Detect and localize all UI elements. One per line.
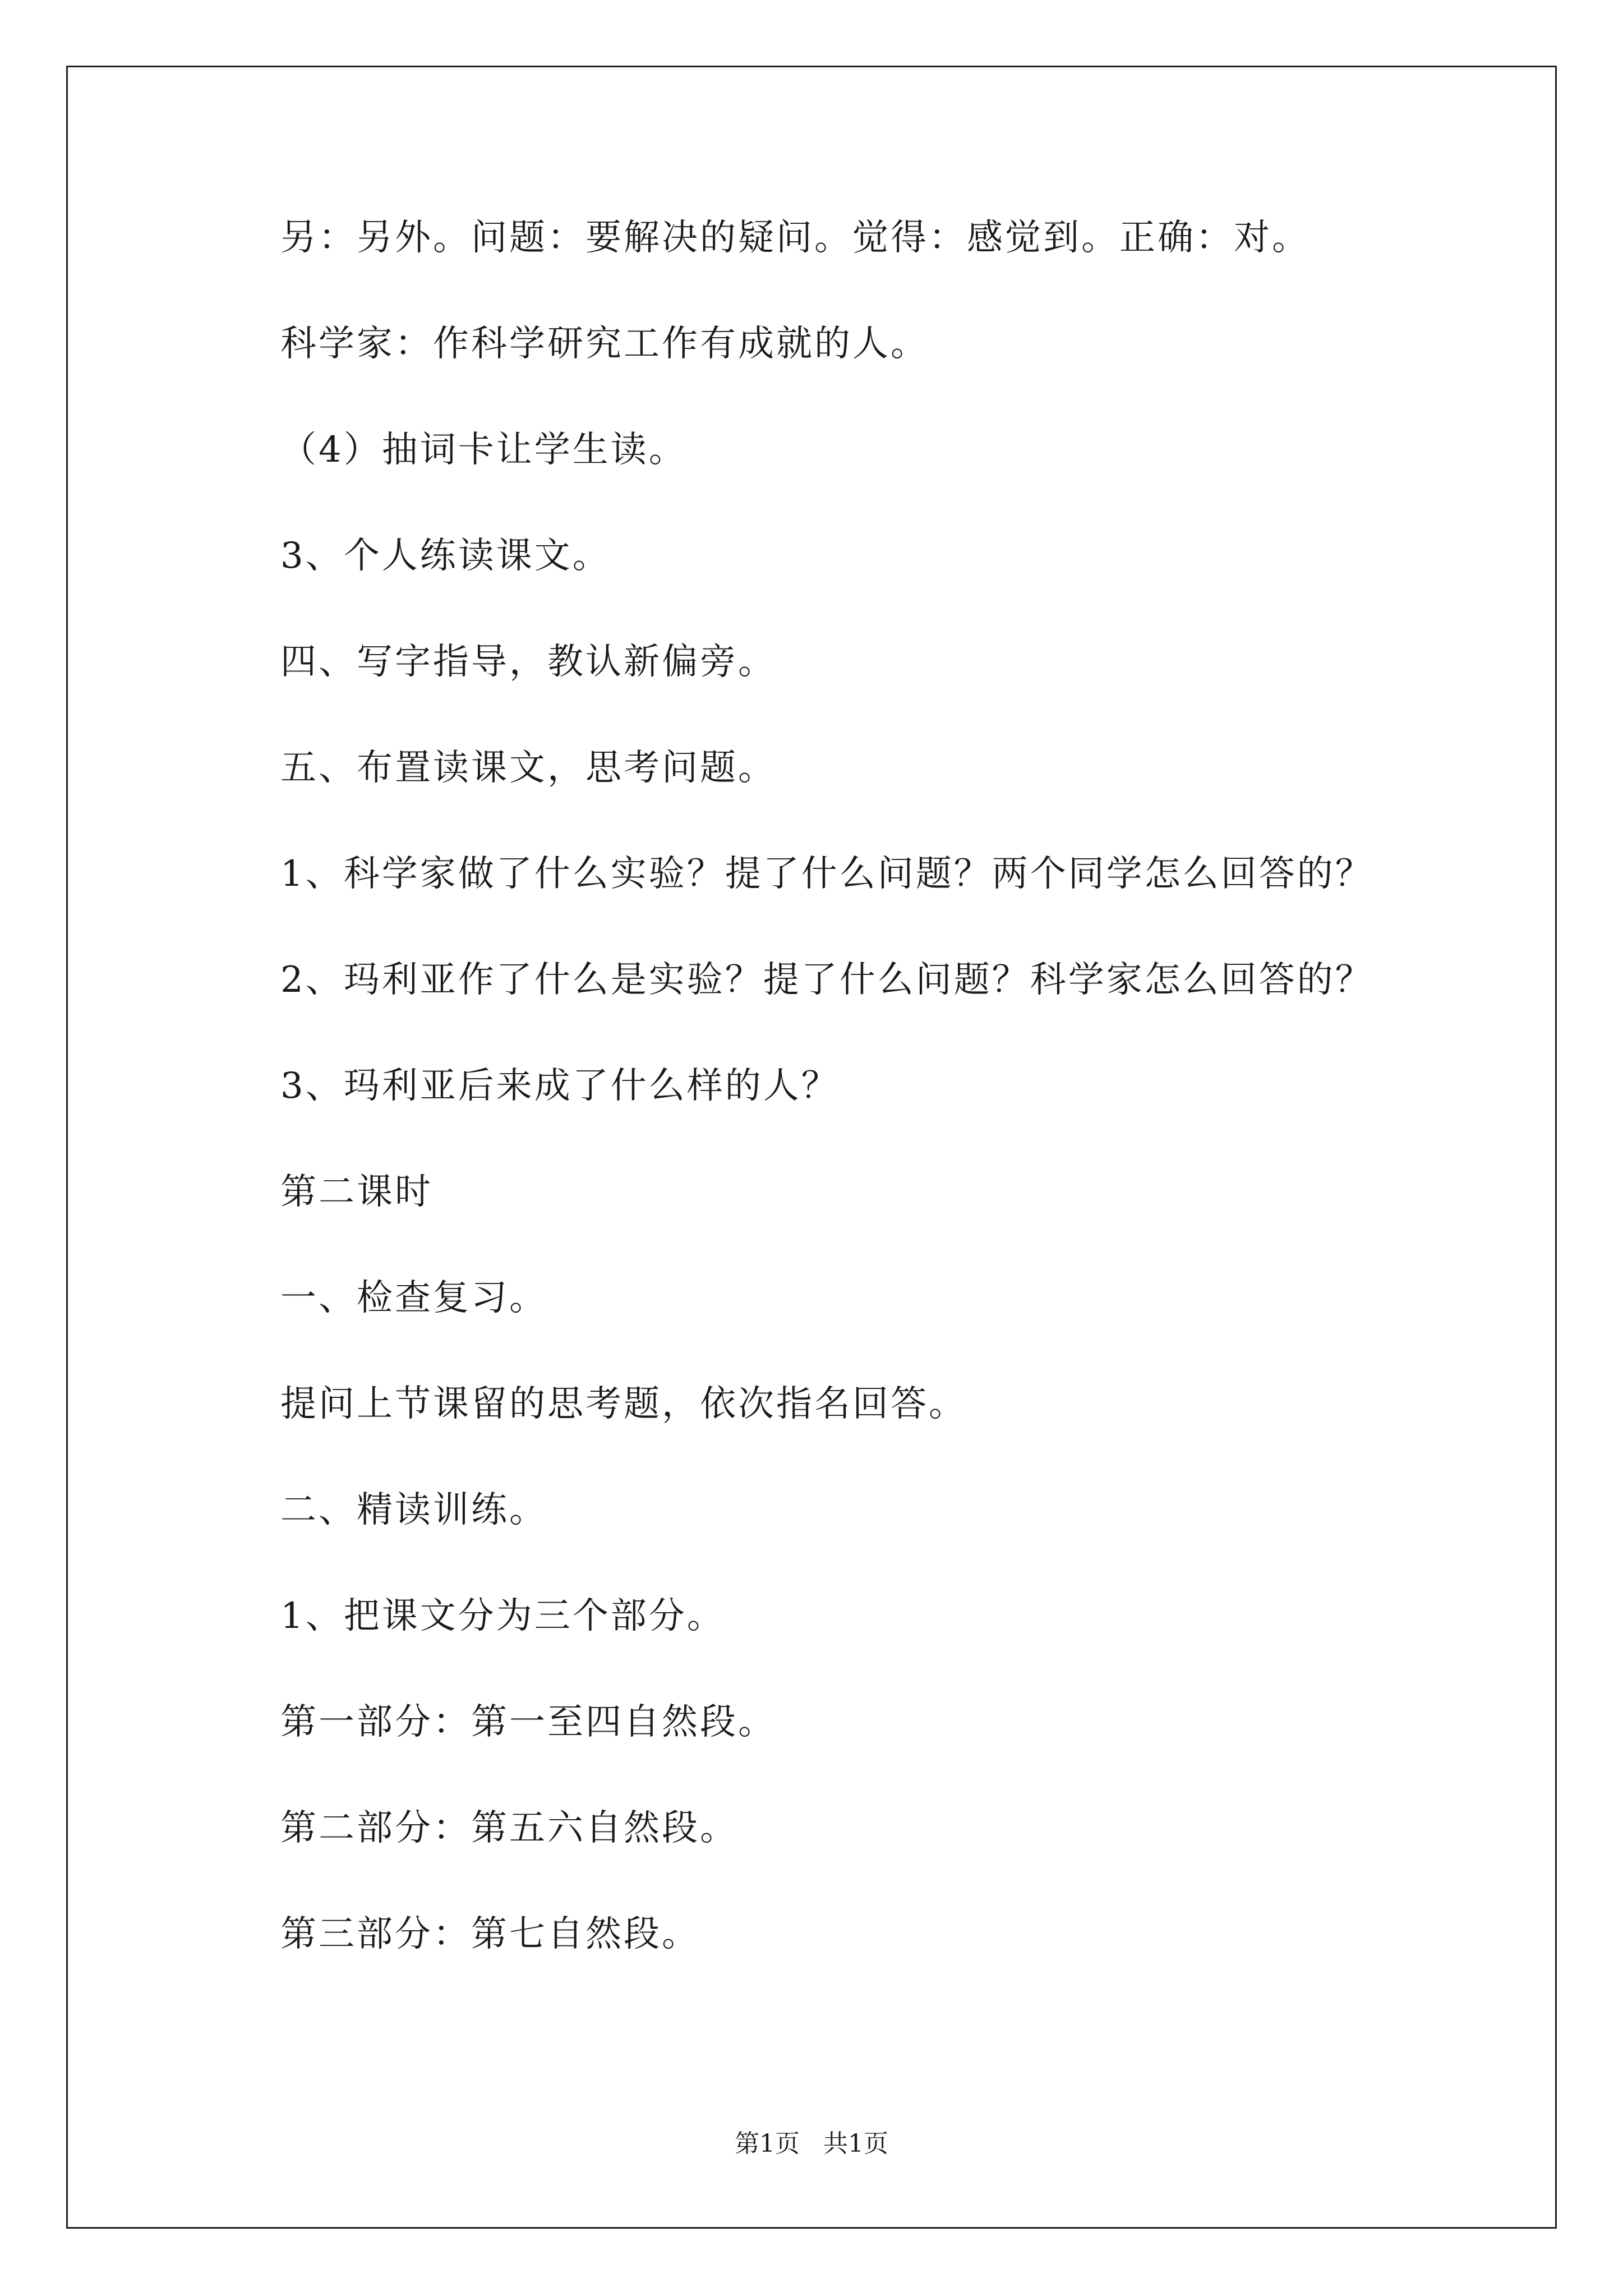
paragraph: 提问上节课留的思考题，依次指名回答。: [280, 1383, 967, 1425]
paragraph: 科学家：作科学研究工作有成就的人。: [280, 323, 929, 365]
paragraph: 二、精读训练。: [280, 1489, 547, 1531]
paragraph: 2、玛利亚作了什么是实验？提了什么问题？科学家怎么回答的？: [280, 959, 1373, 1001]
paragraph: 第三部分：第七自然段。: [280, 1913, 700, 1955]
section-heading: 第二课时: [280, 1171, 433, 1213]
paragraph: 第二部分：第五六自然段。: [280, 1807, 738, 1849]
paragraph: 3、个人练读课文。: [280, 535, 611, 577]
paragraph: 一、检查复习。: [280, 1277, 547, 1319]
paragraph: 五、布置读课文，思考问题。: [280, 747, 776, 789]
paragraph: 1、把课文分为三个部分。: [280, 1595, 725, 1637]
paragraph: （4）抽词卡让学生读。: [280, 429, 687, 471]
paragraph: 另：另外。问题：要解决的疑问。觉得：感觉到。正确：对。: [280, 217, 1310, 259]
paragraph: 第一部分：第一至四自然段。: [280, 1701, 776, 1743]
paragraph: 1、科学家做了什么实验？提了什么问题？两个同学怎么回答的？: [280, 853, 1373, 895]
document-body: [280, 217, 1492, 2022]
page-number-footer: 第1页 共1页: [735, 2129, 888, 2158]
paragraph: 四、写字指导，教认新偏旁。: [280, 641, 776, 683]
paragraph: 3、玛利亚后来成了什么样的人？: [280, 1065, 840, 1107]
